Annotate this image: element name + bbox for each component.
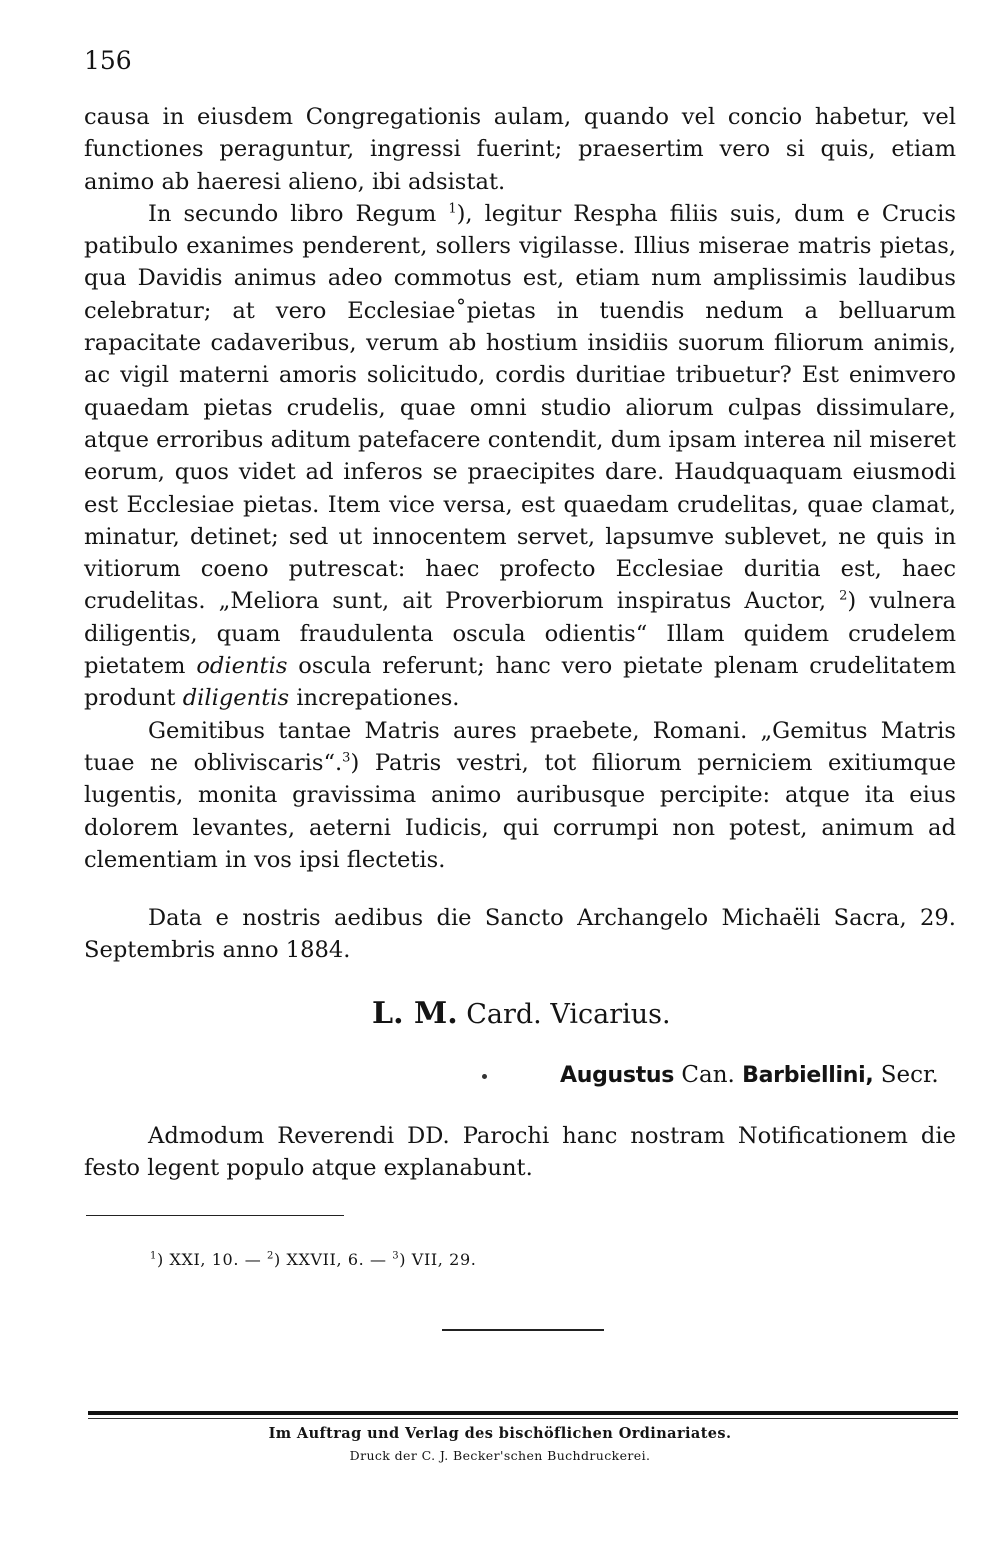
footnote-3: ) VII, 29.	[399, 1250, 477, 1269]
signature-cardinal	[372, 996, 671, 1031]
footnote-ref-1: 1	[448, 201, 457, 217]
signature-title: Card. Vicarius.	[457, 999, 671, 1030]
text-run: ) Patris vestri, tot filiorum perniciem exitiumque lugentis, monita gravissima animo auribusque percipite: atque ita eius dolorem levantes, aeterni Iudicis, qui corrumpi non potest, animum ad clementiam in vos ipsi flectetis.	[84, 749, 956, 873]
imprint-line-1: Im Auftrag und Verlag des bischöflichen Ordinariates.	[268, 1425, 732, 1442]
date-line: Data e nostris aedibus die Sancto Archangelo Michaëli Sacra, 29. Septembris anno 1884.	[84, 905, 956, 964]
end-rule	[442, 1329, 604, 1331]
main-text	[84, 101, 956, 876]
text-run: ), legitur Respha filiis suis, dum e Crucis patibulo exanimes penderent, sollers vigilasse. Illius miserae matris pietas, qua Davidis animus adeo commotus est, etiam num amplissimis laudibus celebratur; at vero Ecclesiae˚pietas in tuendis nedum a belluarum rapacitate cadaveribus, verum ab hostium insidiis suorum filiorum animis, ac vigil materni amoris solicitudo, cordis duritiae tribuetur? Est enimvero quaedam pietas crudelis, quae omni studio aliorum culpas dissimulare, atque erroribus aditum patefacere contendit, dum ipsam interea nil miseret eorum, quos videt ad inferos se praecipites dare. Haudquaquam eiusmodi est Ecclesiae pietas. Item vice versa, est quaedam crudelitas, quae clamat, minatur, detinet; sed ut innocentem servet, lapsumve sublevet, ne quis in vitiorum coeno putrescat: haec profecto Ecclesiae duritia est, haec crudelitas. „Meliora sunt, ait Proverbiorum inspiratus Auctor,	[84, 200, 956, 615]
imprint-rule-thin	[88, 1418, 958, 1419]
paragraph-2	[84, 198, 956, 715]
footnote-mark-1: 1	[150, 1250, 157, 1262]
imprint-rule-thick	[88, 1411, 958, 1415]
secretary-role: Secr.	[873, 1062, 939, 1088]
page-number: 156	[84, 46, 132, 75]
text-line: etiam animo ab haeresi alieno, ibi adsistat.	[84, 136, 956, 195]
admodum-note: Admodum Reverendi DD. Parochi hanc nostram Notificationem die festo legent populo atque explanabunt.	[84, 1123, 956, 1182]
footnote-mark-3: 3	[392, 1250, 400, 1262]
secretary-first-name: Augustus	[560, 1063, 675, 1088]
stray-dot	[482, 1074, 487, 1079]
text-line: vel functiones peraguntur, ingressi fuerint; praesertim vero si quis,	[84, 104, 956, 163]
secretary-surname: Barbiellini,	[742, 1063, 874, 1088]
text-run: Gemitibus tantae Matris aures praebete, Romani. „Gemitus Matris tuae ne obliviscaris“.	[84, 717, 956, 776]
italic-diligentis: diligentis	[182, 685, 290, 712]
signature-secretary	[560, 1062, 939, 1088]
footnote-mark-2: 2	[267, 1250, 274, 1262]
text-run: oscula referunt; hanc vero pietate plenam crudelitatem produnt	[84, 653, 956, 712]
text-run: In secundo libro Regum	[148, 200, 437, 227]
italic-odientis: odientis	[196, 653, 288, 680]
text-run: ) vulnera diligentis, quam fraudulenta oscula odientis“ Illam quidem crudelem pietatem	[84, 588, 957, 680]
footnotes	[150, 1250, 476, 1269]
signature-initials: L. M.	[372, 996, 458, 1031]
paragraph-1	[84, 101, 956, 198]
text-run: increpationes.	[289, 685, 460, 712]
footnote-2: ) XXVII, 6. —	[273, 1250, 393, 1269]
footnote-divider	[86, 1215, 344, 1216]
text-line: causa in eiusdem Congregationis aulam, quando vel concio habetur,	[84, 104, 910, 130]
footnote-1: ) XXI, 10. —	[156, 1250, 267, 1269]
paragraph-3	[84, 715, 956, 876]
footnote-ref-2: 2	[839, 588, 848, 604]
footnote-ref-3: 3	[342, 750, 351, 766]
secretary-middle: Can.	[674, 1062, 743, 1088]
imprint-line-2: Druck der C. J. Becker'schen Buchdruckerei.	[349, 1448, 651, 1463]
